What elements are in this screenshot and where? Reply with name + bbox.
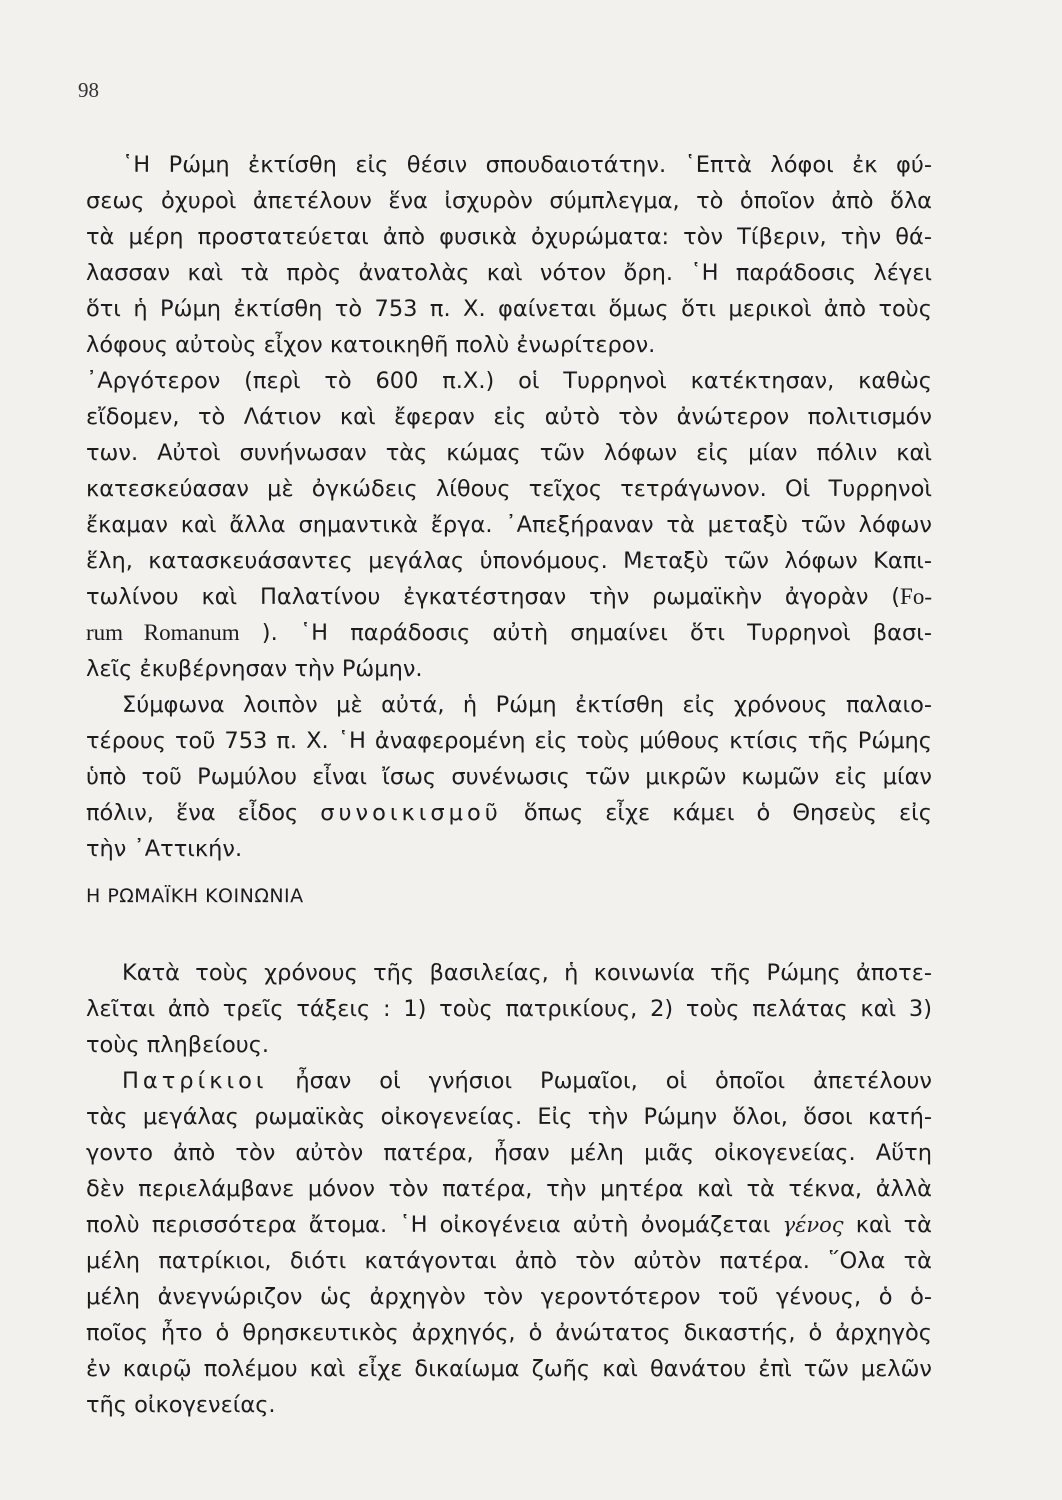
text-line: λόφους αὐτοὺς εἶχον κατοικηθῆ πολὺ ἐνωρίτερον. [86,332,656,358]
text-fragment: ). ῾Η παράδοσις αὐτὴ σημαίνει ὅτι Τυρρηνοὶ βασι- [261,620,932,646]
text-line: εἴδομεν, τὸ Λάτιον καὶ ἔφεραν εἰς αὐτὸ τὸν ἀνώτερον πολιτισμόν [86,404,932,430]
text-line: τοὺς πληβείους. [86,1032,270,1058]
emphasized-term: συνοικισμοῦ [320,800,502,826]
text-line: Κατὰ τοὺς χρόνους τῆς βασιλείας, ἡ κοινωνία τῆς Ρώμης ἀποτε- [122,960,932,986]
text-line [86,582,932,612]
text-line: των. Αὐτοὶ συνήνωσαν τὰς κώμας τῶν λόφων εἰς μίαν πόλιν καὶ [86,440,932,466]
text-line: ποῖος ἦτο ὁ θρησκευτικὸς ἀρχηγός, ὁ ἀνώτατος δικαστής, ὁ ἀρχηγὸς [86,1320,932,1346]
text-line: τὰς μεγάλας ρωμαϊκὰς οἰκογενείας. Εἰς τὴν Ρώμην ὅλοι, ὅσοι κατή- [86,1104,932,1130]
text-line: Σύμφωνα λοιπὸν μὲ αὐτά, ἡ Ρώμη ἐκτίσθη εἰς χρόνους παλαιο- [122,692,932,718]
text-line: ὑπὸ τοῦ Ρωμύλου εἶναι ἴσως συνένωσις τῶν μικρῶν κωμῶν εἰς μίαν [86,764,932,790]
italic-term: γένος [782,1213,844,1237]
text-fragment: πόλιν, ἕνα εἶδος [86,800,299,826]
text-line: ῾Η Ρώμη ἐκτίσθη εἰς θέσιν σπουδαιοτάτην. ῾Επτὰ λόφοι ἐκ φύ- [122,152,932,178]
text-line: τὰ μέρη προστατεύεται ἀπὸ φυσικὰ ὀχυρώματα: τὸν Τίβεριν, τὴν θά- [86,224,932,250]
text-line: ἕλη, κατασκευάσαντες μεγάλας ὑπονόμους. Μεταξὺ τῶν λόφων Καπι- [86,548,932,574]
text-line [86,1210,932,1240]
text-fragment: πολὺ περισσότερα ἄτομα. ῾Η οἰκογένεια αὐτὴ ὀνομάζεται [86,1212,771,1238]
text-line [86,798,932,828]
latin-fragment: Fo- [900,584,932,609]
section-heading: Η ΡΩΜΑΪΚΗ ΚΟΙΝΩΝΙΑ [86,885,304,907]
text-line: δὲν περιελάμβανε μόνον τὸν πατέρα, τὴν μητέρα καὶ τὰ τέκνα, ἀλλὰ [86,1176,932,1202]
text-line: λεῖται ἀπὸ τρεῖς τάξεις : 1) τοὺς πατρικίους, 2) τοὺς πελάτας καὶ 3) [86,996,932,1022]
text-line: μέλη πατρίκιοι, διότι κατάγονται ἀπὸ τὸν αὐτὸν πατέρα. ῞Ολα τὰ [86,1248,932,1274]
text-line: γοντο ἀπὸ τὸν αὐτὸν πατέρα, ἦσαν μέλη μιᾶς οἰκογενείας. Αὕτη [86,1140,932,1166]
text-line: ᾿Αργότερον (περὶ τὸ 600 π.Χ.) οἱ Τυρρηνοὶ κατέκτησαν, καθὼς [86,368,932,394]
text-line: ὅτι ἡ Ρώμη ἐκτίσθη τὸ 753 π. Χ. φαίνεται ὅμως ὅτι μερικοὶ ἀπὸ τοὺς [86,296,932,322]
text-line: σεως ὀχυροὶ ἀπετέλουν ἕνα ἰσχυρὸν σύμπλεγμα, τὸ ὁποῖον ἀπὸ ὅλα [86,188,932,214]
text-line [122,1066,932,1096]
text-line: κατεσκεύασαν μὲ ὀγκώδεις λίθους τεῖχος τετράγωνον. Οἱ Τυρρηνοὶ [86,476,932,502]
page-number: 98 [78,78,99,102]
text-line [86,618,932,648]
emphasized-term: Πατρίκιοι [122,1068,268,1094]
text-line: τῆς οἰκογενείας. [86,1392,276,1418]
text-fragment: καὶ τὰ [855,1212,933,1238]
text-line: λασσαν καὶ τὰ πρὸς ἀνατολὰς καὶ νότον ὄρη. ῾Η παράδοσις λέγει [86,260,932,286]
text-line: λεῖς ἐκυβέρνησαν τὴν Ρώμην. [86,656,423,682]
text-line: ἐν καιρῷ πολέμου καὶ εἶχε δικαίωμα ζωῆς καὶ θανάτου ἐπὶ τῶν μελῶν [86,1356,932,1382]
text-line: τέρους τοῦ 753 π. Χ. ῾Η ἀναφερομένη εἰς τοὺς μύθους κτίσις τῆς Ρώμης [86,728,932,754]
text-line: ἔκαμαν καὶ ἄλλα σημαντικὰ ἔργα. ᾿Απεξήραναν τὰ μεταξὺ τῶν λόφων [86,512,932,538]
text-line: τὴν ᾿Αττικήν. [86,836,243,862]
text-fragment: ἦσαν οἱ γνήσιοι Ρωμαῖοι, οἱ ὁποῖοι ἀπετέλουν [295,1068,932,1094]
text-fragment: τωλίνου καὶ Παλατίνου ἐγκατέστησαν τὴν ρωμαϊκὴν ἀγορὰν ( [86,584,901,610]
text-line: μέλη ἀνεγνώριζον ὡς ἀρχηγὸν τὸν γεροντότερον τοῦ γένους, ὁ ὁ- [86,1284,932,1310]
text-fragment: ὅπως εἶχε κάμει ὁ Θησεὺς εἰς [523,800,933,826]
latin-fragment: rum Romanum [86,620,240,645]
